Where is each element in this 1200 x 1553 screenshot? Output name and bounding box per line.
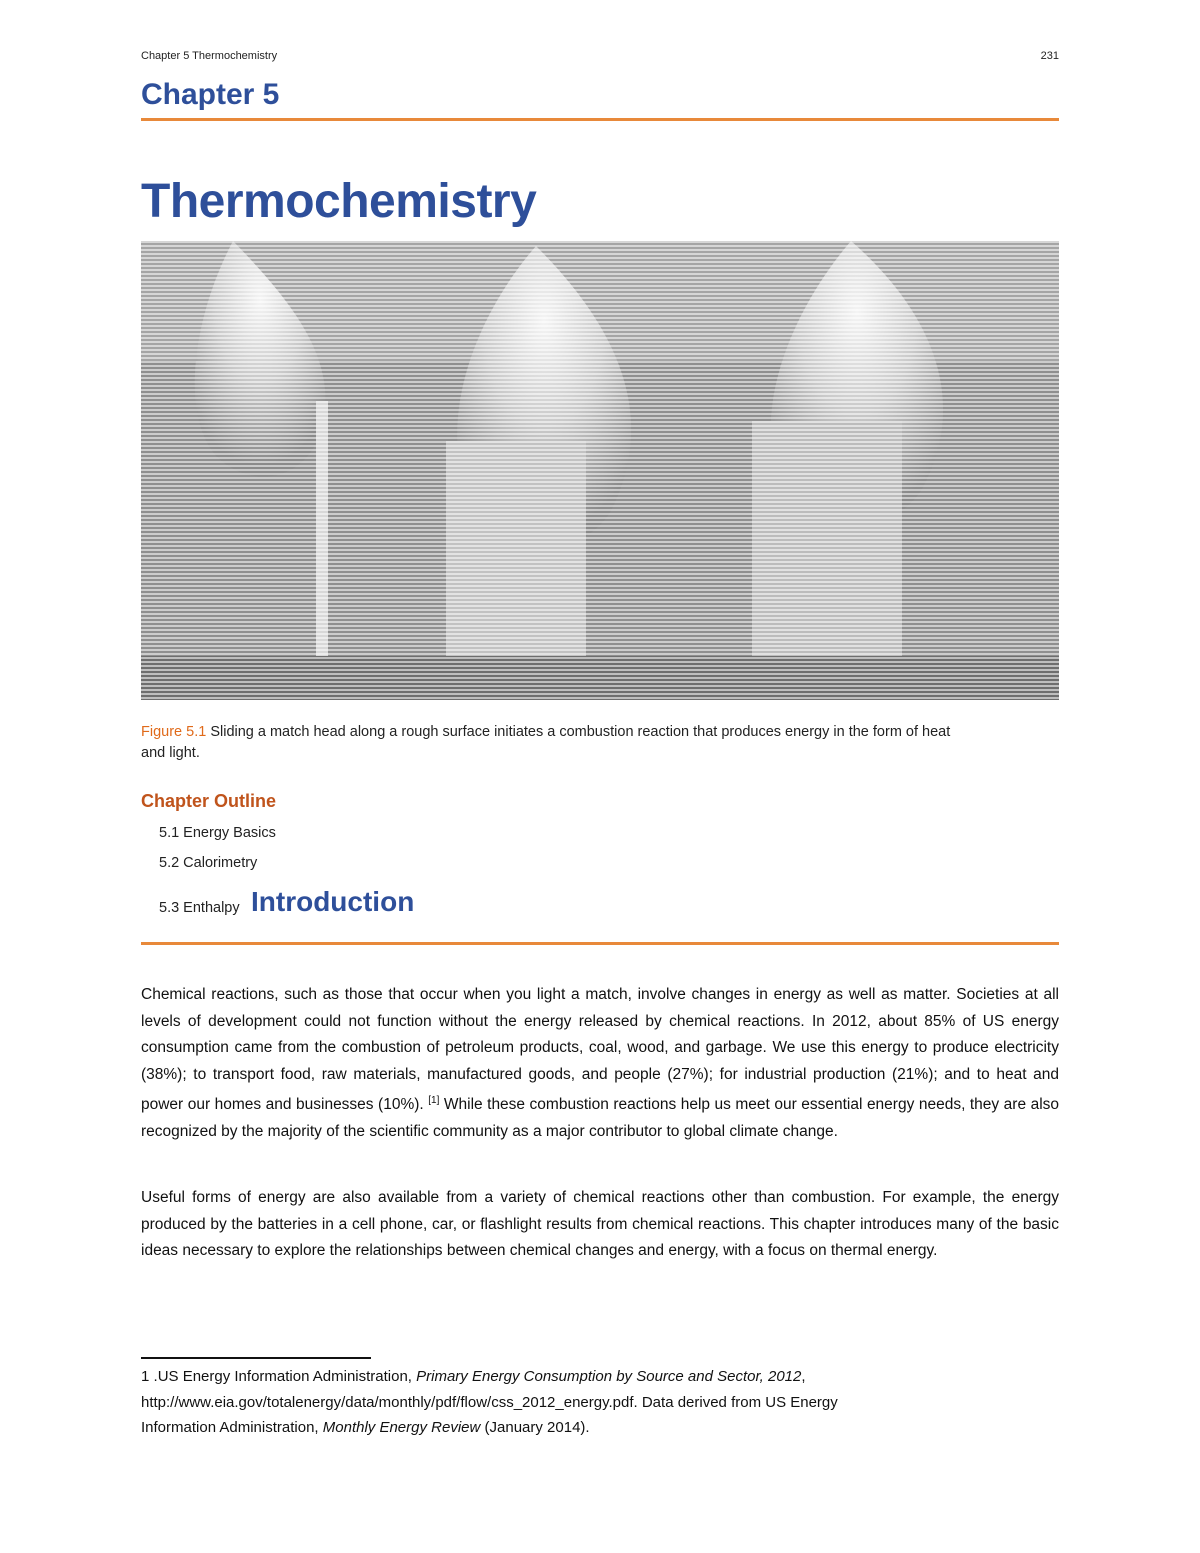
footnote (141, 1364, 1059, 1441)
caption-text-line1: Sliding a match head along a rough surface initiates a combustion reaction that produces energy in the form of heat (206, 724, 951, 740)
chapter-outline-heading: Chapter Outline (141, 791, 277, 811)
running-head-chapter: Chapter 5 Thermochemistry (141, 50, 278, 62)
outline-item[interactable]: 5.2 Calorimetry (159, 855, 258, 871)
introduction-divider (141, 942, 1059, 945)
footnote-text: , (801, 1368, 806, 1385)
footnote-source-title: Monthly Energy Review (322, 1419, 481, 1436)
footnote-reference[interactable]: [1] (428, 1095, 440, 1106)
chapter-label: Chapter 5 (141, 78, 280, 111)
introduction-heading: Introduction (251, 886, 415, 917)
page-title: Thermochemistry (141, 175, 537, 228)
paragraph-text: While these combustion reactions help us meet our essential energy needs, they are also recognized by the majority of the scientific community as a major contributor to global climate change. (141, 1096, 1060, 1140)
outline-item[interactable]: 5.1 Energy Basics (159, 825, 276, 841)
figure-label: Figure 5.1 (141, 724, 207, 740)
caption-text-line2: and light. (141, 745, 200, 761)
footnote-text: (January 2014). (480, 1419, 590, 1436)
footnote-divider (141, 1357, 371, 1359)
paragraph-text: Chemical reactions, such as those that occur when you light a match, involve changes in energy as well as matter. Societies at all levels of development could not function without the energy released by chemical reactions. In 2012, about 85% of US energy consumption came from the combustion of petroleum products, coal, wood, and garbage. We use this energy to produce electricity (38%); to transport food, raw materials, manufactured goods, and people (27%); for industrial production (21%); and to heat and power our homes and businesses (10%). (141, 986, 1059, 1114)
page-number: 231 (1040, 50, 1059, 62)
figure-image (141, 241, 1059, 700)
footnote-text: Information Administration, (141, 1419, 323, 1436)
match-flames-illustration (141, 241, 1059, 700)
intro-paragraph-1 (141, 982, 1059, 1145)
chapter-divider (141, 118, 1059, 121)
intro-paragraph-2: Useful forms of energy are also available from a variety of chemical reactions other than combustion. For example, the energy produced by the batteries in a cell phone, car, or flashlight results from chemical reactions. This chapter introduces many of the basic ideas necessary to explore the relationships between chemical changes and energy, with a focus on thermal energy. (141, 1189, 1059, 1259)
footnote-text: US Energy Information Administration, (157, 1368, 417, 1385)
figure-caption (141, 722, 1059, 764)
footnote-url[interactable]: http://www.eia.gov/totalenergy/data/monthly/pdf/flow/css_2012_energy.pdf. Data derived from US Energy (141, 1393, 838, 1411)
footnote-source-title: Primary Energy Consumption by Source and Sector, 2012 (416, 1368, 802, 1385)
running-head (141, 50, 1059, 62)
footnote-number: 1 . (141, 1368, 158, 1385)
outline-item[interactable]: 5.3 Enthalpy (159, 900, 240, 916)
